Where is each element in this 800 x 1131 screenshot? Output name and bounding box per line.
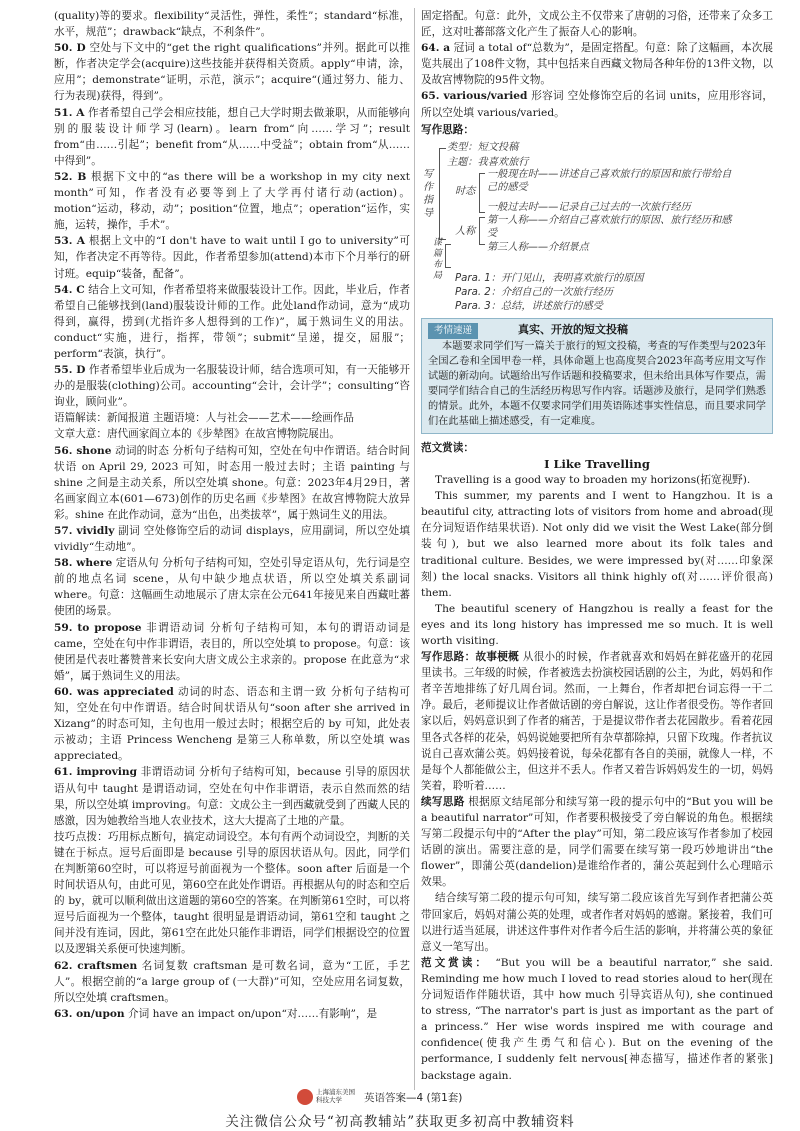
answer-text: 空处与下文中的“get the right qualifications”并列。据此可以推断，作者决定学会(acquire)这些技能并获得相关资质。apply“申请，涂，应用”；demonstrate“证明，示范，演示”；acquire“(通过努力、能力、行为表现)获得，得到”。 bbox=[54, 42, 410, 103]
answer-number: 57. vividly bbox=[54, 525, 115, 537]
outline-para1: Para. 1：开门见山，表明喜欢旅行的原因 bbox=[455, 272, 644, 284]
answer-text: 介词 have an impact on/upon“对……有影响”，是 bbox=[128, 1007, 378, 1020]
answer-number: 59. to propose bbox=[54, 621, 142, 634]
answer-text: 副词 空处修饰空后的动词 displays，应用副词，所以空处填 vividly“生动地”。 bbox=[54, 525, 410, 554]
left-entry bbox=[54, 1006, 410, 1022]
answer-text: 固定搭配。句意：此外，文成公主不仅带来了唐朝的习俗，还带来了众多工匠，这对吐蕃部落文化产生了振奋人心的影响。 bbox=[421, 10, 773, 39]
continuation-paragraph bbox=[421, 955, 773, 1084]
essay-paragraph: Travelling is a good way to broaden my horizons(拓宽视野). bbox=[435, 474, 751, 487]
footer-brand: 上海浦东美国科技大学 bbox=[316, 1088, 355, 1104]
answer-number: 65. various/varied bbox=[421, 90, 528, 103]
essay-paragraph: The beautiful scenery of Hangzhou is really a feast for the eyes and its long history has impressed me so much. It is well worth visiting. bbox=[421, 602, 773, 647]
model-label: 范文赏读： bbox=[421, 441, 474, 454]
callout-title: 真实、开放的短文投稿 bbox=[518, 322, 629, 336]
left-entry bbox=[54, 764, 410, 828]
continuation-label: 写作思路：故事梗概 bbox=[421, 651, 520, 664]
left-entry bbox=[54, 555, 410, 619]
left-entry bbox=[54, 105, 410, 169]
answer-number: 54. C bbox=[54, 283, 85, 296]
exam-trend-callout bbox=[421, 318, 773, 434]
continuation-label: 范文赏读： bbox=[421, 956, 489, 969]
answer-text: 动词的时态、语态和主谓一致 分析句子结构可知，空处在句中作谓语。结合时间状语从句“soon after she arrived in Xizang”的时态可知，主句也用一般过去时；根据空后的 by 可知，此处表示被动；主语 Princess Wencheng 是第三人称单数，所以空处填 was appreciated。 bbox=[54, 685, 410, 763]
watermark-text: 关注微信公众号“初高教辅站”获取更多初高中教辅资料 bbox=[225, 1114, 575, 1130]
outline-tense2: 一般过去时——记录自己过去的一次旅行经历 bbox=[487, 201, 691, 213]
left-column bbox=[54, 8, 410, 1022]
left-entry bbox=[54, 620, 410, 684]
outline-person3: 第三人称——介绍景点 bbox=[487, 241, 589, 253]
answer-number: 51. A bbox=[54, 106, 85, 119]
right-entry bbox=[421, 8, 773, 40]
outline-type: 类型：短文投稿 bbox=[447, 141, 519, 153]
continuation-section bbox=[421, 649, 773, 1084]
left-entry bbox=[54, 233, 410, 281]
answer-number: 64. a bbox=[421, 42, 451, 55]
continuation-label: 续写思路 bbox=[421, 795, 465, 808]
footer-page-label: 英语答案—4 (第1套) bbox=[364, 1092, 463, 1104]
essay-title: I Like Travelling bbox=[544, 456, 650, 471]
answer-text: 名词复数 craftsman 是可数名词，意为“工匠，手艺人”。根据空前的“a large group of (一大群)”可知，空处应用名词复数，所以空处填 craftsmen。 bbox=[54, 959, 410, 1004]
left-entry bbox=[54, 523, 410, 555]
answer-text: (quality)等的要求。flexibility“灵活性，弹性，柔性”；standard“标准，水平，规范”；drawback“缺点，不利条件”。 bbox=[54, 10, 410, 39]
left-entry bbox=[54, 410, 410, 426]
outline-tense-label: 时态 bbox=[455, 185, 476, 197]
answer-text: 作者希望自己学会相应技能，想自己大学时期去做兼职，从而能够向别的服装设计师学习(learn)。learn from“向……学习”；result from“由……引起”；benefit from“从……中受益”；obtain from“从……中得到”。 bbox=[54, 106, 410, 167]
left-entry bbox=[54, 426, 410, 442]
outline-side-label2: 谋篇布局 bbox=[433, 237, 443, 281]
outline-topic: 主题：我喜欢旅行 bbox=[447, 156, 529, 168]
answer-number: 58. where bbox=[54, 557, 113, 570]
continuation-text: 根据原文结尾部分和续写第一段的提示句中的“But you will be a beautiful narrator”可知，作者要积极接受了旁白解说的角色。根据续写第二段提示句中的“After the play”可知，第二段应该写作者参加了校园话剧的演出。需要注意的是，同学们需要在续写第一段巧妙地讲出“the flower”，即蒲公英(dandelion)是谁给作者的，蒲公英起到什么心理暗示效果。 bbox=[421, 795, 773, 889]
continuation-text: “But you will be a beautiful narrator,” she said. Reminding me how much I loved to read stories aloud to her(现在分词短语作伴随状语，其中 how much 引导宾语从句), she continued to stress, “The narrator's part is just as important as the part of a princess.” Her wise words inspired me with courage and confidence(使我产生勇气和信心). But on the evening of the performance, I suddenly felt nervous[神态描写，描述作者的紧张] backstage again. bbox=[421, 956, 773, 1082]
left-entry bbox=[54, 362, 410, 410]
right-entry bbox=[421, 40, 773, 88]
outline-para3: Para. 3：总结，讲述旅行的感受 bbox=[455, 300, 603, 312]
answer-text: 冠词 a total of“总数为”，是固定搭配。句意：除了这幅画，本次展览共展出了108件文物，其中包括来自西藏文物局各种年份的13件文物，以及故宫博物院的95件文物。 bbox=[421, 42, 774, 87]
answer-text: 语篇解读：新闻报道 主题语境：人与社会——艺术——绘画作品 bbox=[54, 412, 354, 425]
left-entry bbox=[54, 8, 410, 40]
model-essay bbox=[421, 472, 773, 649]
continuation-paragraph bbox=[421, 890, 773, 954]
callout-body: 本题要求同学们写一篇关于旅行的短文投稿，考查的写作类型与2023年全国乙卷和全国甲卷一样，具体命题上也高度契合2023年高考应用文写作试题的新动向。试题给出写作话题和投稿要求，但未给出具体写作要点，需要同学们结合自己的生活经历构思写作内容。话题涉及旅行，是同学们熟悉的情景。此外，本题不仅要求同学们用英语陈述事实性信息，而且要求同学们在此基础上描述感受，有一定难度。 bbox=[428, 340, 766, 427]
outline-para2: Para. 2：介绍自己的一次旅行经历 bbox=[455, 286, 614, 298]
answer-text: 根据上文中的“I don't have to wait until I go to university”可知，作者决定不再等待。因此，作者希望参加(attend)本市下个月举行的研讨班。equip“装备，配备”。 bbox=[54, 235, 411, 280]
left-entry bbox=[54, 829, 410, 958]
left-entry bbox=[54, 282, 410, 362]
answer-text: 根据下文中的“as there will be a workshop in my city next month”可知，作者没有必要等到上了大学再付诸行动(action)。motion“运动，移动，动”；position“位置，地点”；operation“运作，实施，运转，操作，手术”。 bbox=[54, 170, 411, 232]
answer-number: 52. B bbox=[54, 170, 87, 183]
callout-tag: 考情速递 bbox=[428, 323, 478, 339]
answer-text: 形容词 空处修饰空后的名词 units，应用形容词，所以空处填 various/varied。 bbox=[421, 90, 774, 119]
right-column bbox=[421, 8, 773, 1084]
answer-number: 62. craftsmen bbox=[54, 959, 138, 972]
answer-text: 结合上文可知，作者希望将来做服装设计工作。因此，毕业后，作者希望自己能够找到(land)服装设计师的工作。此处land作动词，意为“成功得到，赢得，捞到(尤指许多人想得到的工作)”，属于熟词生义的用法。conduct“实施，进行，指挥，带领”；submit“呈递，提交，屈服”；perform“表演，执行”。 bbox=[54, 283, 410, 360]
answer-number: 53. A bbox=[54, 235, 85, 248]
continuation-paragraph bbox=[421, 794, 773, 891]
answer-number: 56. shone bbox=[54, 444, 112, 457]
outline-side-label: 写作指导 bbox=[423, 168, 434, 219]
answer-number: 61. improving bbox=[54, 766, 138, 779]
answer-text: 非谓语动词 分析句子结构可知，本句的谓语动词是 came，空处在句中作非谓语，表目的，所以空处填 to propose。句意：该使团是代表吐蕃赞普来长安向大唐文成公主求亲的。propose 在此意为“求婚”，属于熟词生义的用法。 bbox=[54, 621, 410, 682]
answer-text: 非谓语动词 分析句子结构可知，because 引导的原因状语从句中 taught 是谓语动词，空处在句中作非谓语，表示自然而然的结果，所以空处填 improving。句意：文成公主一到西藏就受到了西藏人民的感激，因为她教给当地人农业技术，这大大提高了土地的产量。 bbox=[54, 766, 411, 827]
column-divider bbox=[414, 8, 415, 1090]
answer-text: 定语从句 分析句子结构可知，空处引导定语从句，先行词是空前的地点名词 scene，从句中缺少地点状语，所以空处填关系副词 where。句意：这幅画生动地展示了唐太宗在公元641年接见来自西藏吐蕃使团的场景。 bbox=[54, 557, 410, 618]
outline-tense1: 一般现在时——讲述自己喜欢旅行的原因和旅行带给自己的感受 bbox=[487, 168, 732, 193]
right-entry bbox=[421, 88, 773, 120]
left-entry bbox=[54, 684, 410, 764]
answer-number: 50. D bbox=[54, 42, 86, 55]
brand-logo-icon bbox=[297, 1089, 313, 1105]
answer-number: 55. D bbox=[54, 364, 86, 377]
left-entry bbox=[54, 169, 410, 233]
answer-text: 文章大意：唐代画家阎立本的《步辇图》在故宫博物院展出。 bbox=[54, 428, 341, 441]
left-entry bbox=[54, 40, 410, 104]
answer-text: 动词的时态 分析句子结构可知，空处在句中作谓语。结合时间状语 on April 29, 2023 可知，时态用一般过去时；主语 painting 与 shine 之间是主动关系，所以空处填 shone。句意：2023年4月29日，著名画家阎立本(601—673)创作的历史名画《步辇图》在故宫博物院大放异彩。shine 在此作动词，意为“出色，出类拔萃”，属于熟词生义的用法。 bbox=[54, 444, 410, 521]
continuation-text: 结合续写第二段的提示句可知，续写第二段应该首先写到作者把蒲公英带回家后，妈妈对蒲公英的处理，或者作者对妈妈的感谢。紧接着，我们可以进行适当延展，讲述这件事件对作者今后生活的影响，并将蒲公英的象征意义一笔写出。 bbox=[421, 892, 773, 953]
right-top-answers bbox=[421, 8, 773, 121]
essay-paragraph: This summer, my parents and I went to Hangzhou. It is a beautiful city, attracting lots of visitors from home and abroad(现在分词短语作结果状语). Not only did we visit the West Lake(部分倒装句), but we also learned more about its folk tales and traditional culture. Besides, we were impressed by(对……印象深刻) the local snacks. Visitors all think highly of(对……评价很高) them. bbox=[421, 490, 773, 599]
writing-heading: 写作思路： bbox=[421, 123, 474, 136]
answer-text: 作者希望毕业后成为一名服装设计师，结合选项可知，有一天能够开办的是服装(clothing)公司。accounting“会计，会计学”；consulting“咨询业，顾问业”。 bbox=[54, 364, 410, 409]
outline-paras bbox=[455, 272, 773, 314]
continuation-text: 从很小的时候，作者就喜欢和妈妈在鲜花盛开的花园里读书。三年级的时候，作者被选去扮演校园话剧的公主，为此，妈妈和作者辛苦地排练了好几周台词。然而，一上舞台，作者却把台词忘得一干二净。最后，老师提议让作者做话剧的旁白解说，这让作者很受伤。等作者回家以后，妈妈意识到了作者的痛苦，于是提议带作者去花园散步。看着花园里各式各样的花朵，妈妈说她要把所有杂草都除掉，只留下玫瑰。作者抗议说自己喜欢蒲公英。妈妈接着说，每朵花都有各自的美丽，就像人一样，不是每个人都能做公主，但这并不丢人。作者又着告诉妈妈发生的一切，妈妈笑着，聆听着…… bbox=[421, 651, 774, 792]
answer-text: 技巧点拨：巧用标点断句，搞定动词设空。本句有两个动词设空，判断的关键在于标点。逗号后面即是 because 引导的原因状语从句。因此，同学们在判断第60空时，可以将逗号前面视为一个整体。soon after 后面是一个时间状语从句，由此可见，第60空在此处作谓语。再根据从句的时态和空后的 by，就可以顺利做出这道题的第60空的答案。在判断第61空时，可以将逗号后面视为一个整体，taught 很明显是谓语动词，第61空和 taught 之间并没有连词，因此，第61空在此处只能作非谓语，同学们根据设空的位置以及逻辑关系便可快速判断。 bbox=[54, 830, 410, 956]
left-entry bbox=[54, 958, 410, 1006]
left-entry bbox=[54, 443, 410, 523]
outline-person1: 第一人称——介绍自己喜欢旅行的原因、旅行经历和感受 bbox=[487, 214, 732, 239]
outline-person-label: 人称 bbox=[455, 225, 476, 237]
answer-number: 63. on/upon bbox=[54, 1007, 125, 1020]
answer-number: 60. was appreciated bbox=[54, 685, 174, 698]
continuation-paragraph bbox=[421, 649, 773, 794]
